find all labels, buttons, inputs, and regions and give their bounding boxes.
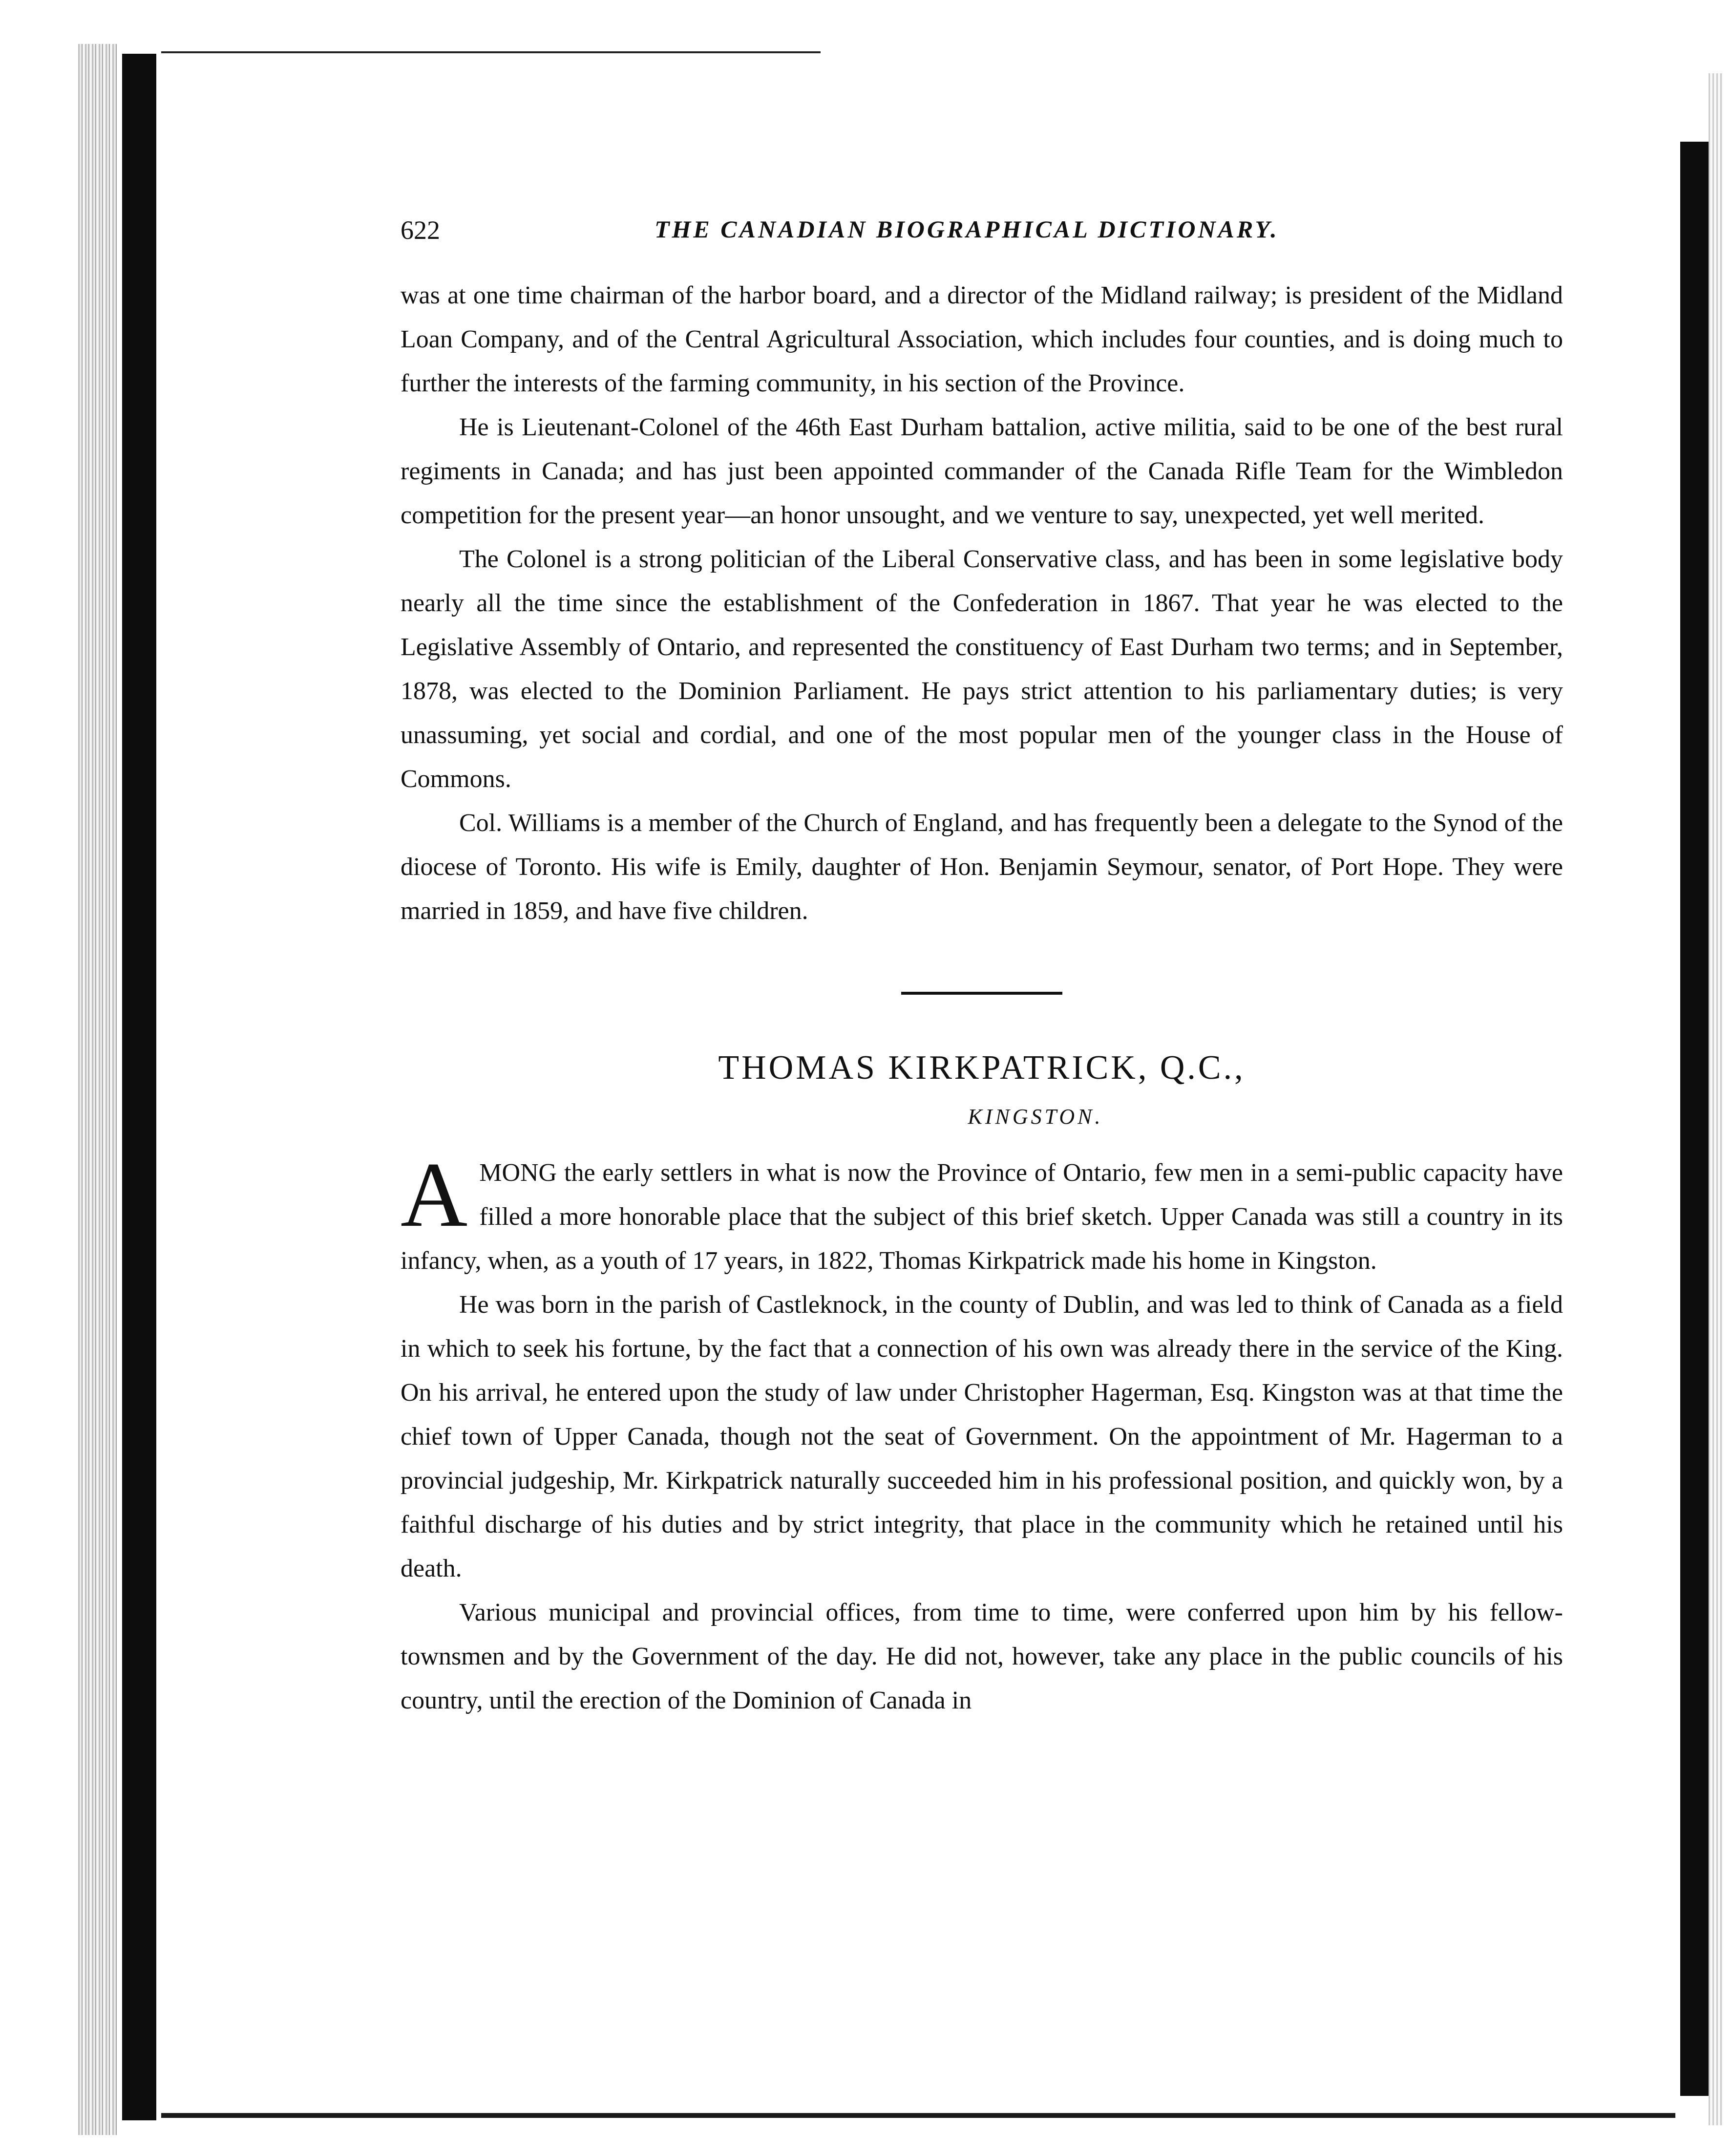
paragraph: He is Lieutenant-Colonel of the 46th East Durham battalion, active militia, said to be one of the best rural regiments in Canada; and has just been appointed commander of the Canada Rifle Team for the Wimbledon competition for the present year—an honor unsought, and we venture to say, unexpected, yet well merited. — [401, 413, 1563, 529]
section-divider — [901, 992, 1062, 995]
page-number: 622 — [401, 215, 440, 245]
scan-right-edge — [1709, 73, 1723, 2125]
page-body — [401, 215, 1563, 1723]
entry-place: KINGSTON. — [968, 1105, 1103, 1129]
paragraph: was at one time chairman of the harbor board, and a director of the Midland railway; is president of the Midland Loan Company, and of the Central Agricultural Association, which includes four counties, and is doing much to further the interests of the farming community, in his section of the Province. — [401, 281, 1563, 397]
previous-entry-continuation — [401, 274, 1563, 933]
scan-left-border — [122, 54, 156, 2120]
running-head — [401, 215, 1563, 254]
entry-title: THOMAS KIRKPATRICK, Q.C., — [718, 1049, 1246, 1087]
paragraph: Col. Williams is a member of the Church of England, and has frequently been a delegate to the Synod of the diocese of Toronto. His wife is Emily, daughter of Hon. Benjamin Seymour, senator, of Port Hope. They were married in 1859, and have five children. — [401, 809, 1563, 925]
opening-paragraph — [401, 1144, 1563, 1283]
scan-right-border — [1680, 142, 1709, 2096]
drop-cap: A — [401, 1144, 468, 1246]
opening-paragraph-text: the early settlers in what is now the Province of Ontario, few men in a semi-public capacity have filled a more honorable place that the subject of this brief sketch. Upper Canada was still a country in its infancy, when, as a youth of 17 years, in 1822, Thomas Kirkpatrick made his home in Kingston. — [401, 1159, 1563, 1275]
scan-binding-shadow — [78, 44, 117, 2135]
paragraph: Various municipal and provincial offices, from time to time, were conferred upon him by his fellow-townsmen and by the Government of the day. He did not, however, take any place in the public councils of his country, until the erection of the Dominion of Canada in — [401, 1599, 1563, 1714]
entry-body — [401, 1144, 1563, 1723]
paragraph: He was born in the parish of Castleknock, in the county of Dublin, and was led to think of Canada as a field in which to seek his fortune, by the fact that a connection of his own was already there in the service of the King. On his arrival, he entered upon the study of law under Christopher Hagerman, Esq. Kingston was at that time the chief town of Upper Canada, though not the seat of Government. On the appointment of Mr. Hagerman to a provincial judgeship, Mr. Kirkpatrick naturally succeeded him in his professional position, and quickly won, by a faithful discharge of his duties and by strict integrity, that place in the community which he retained until his death. — [401, 1291, 1563, 1582]
paragraph: The Colonel is a strong politician of the Liberal Conservative class, and has been in some legislative body nearly all the time since the establishment of the Confederation in 1867. That year he was elected to the Legislative Assembly of Ontario, and represented the constituency of East Durham two terms; and in September, 1878, was elected to the Dominion Parliament. He pays strict attention to his parliamentary duties; is very unassuming, yet social and cordial, and one of the most popular men of the younger class in the House of Commons. — [401, 545, 1563, 793]
running-head-title: THE CANADIAN BIOGRAPHICAL DICTIONARY. — [655, 215, 1279, 243]
scan-bottom-rule — [161, 2113, 1675, 2118]
opening-word: MONG — [479, 1159, 557, 1187]
scan-top-rule — [161, 51, 821, 53]
